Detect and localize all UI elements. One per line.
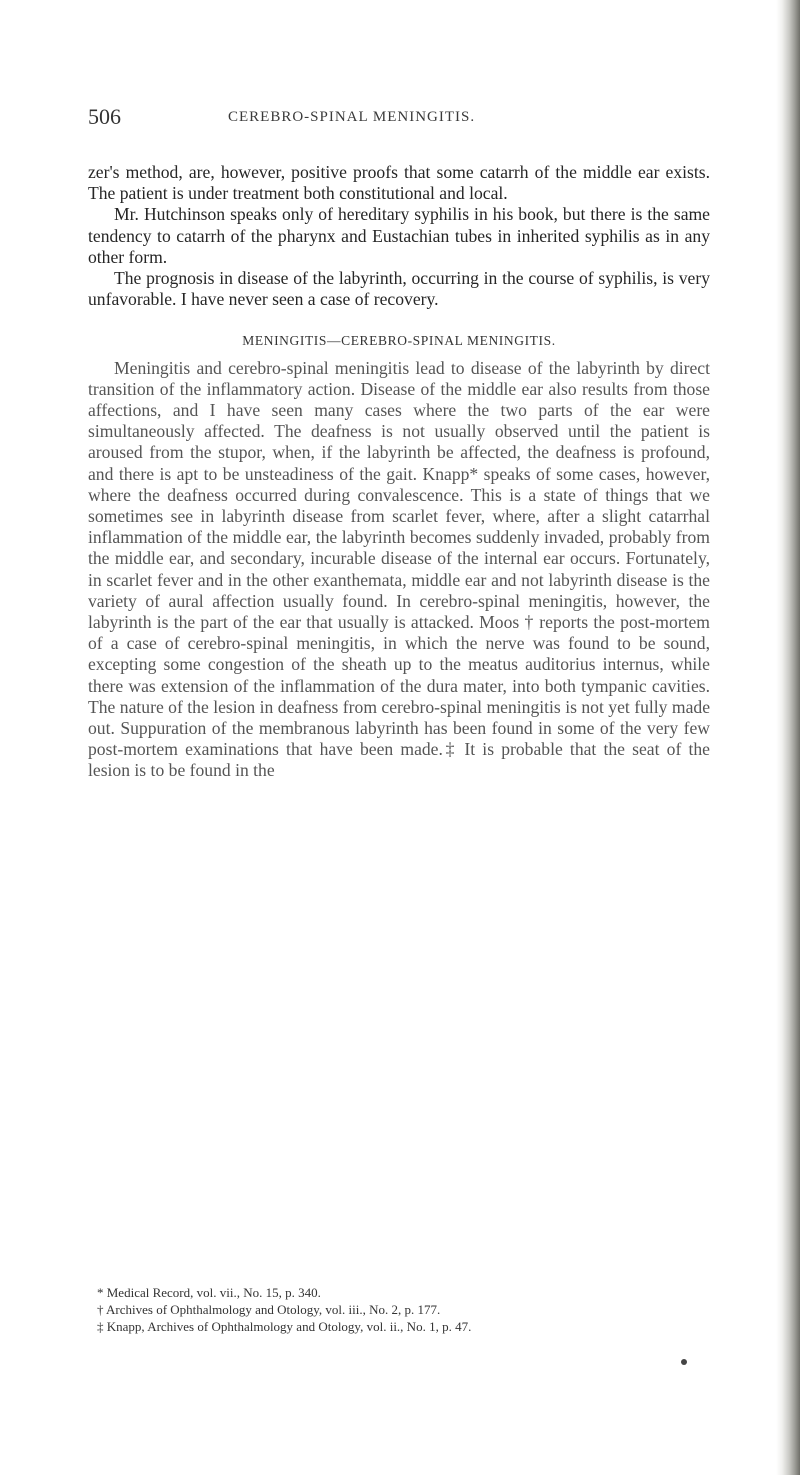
footnote-1: * Medical Record, vol. vii., No. 15, p. 340. <box>97 1285 321 1300</box>
page-number: 506 <box>88 104 121 129</box>
paragraph-1: zer's method, are, however, positive proofs that some catarrh of the middle ear exists. The patient is under treatment both constitutional and local. <box>88 162 710 204</box>
paragraph-2: Mr. Hutchinson speaks only of hereditary syphilis in his book, but there is the same tendency to catarrh of the pharynx and Eustachian tubes in inherited syphilis as in any other form. <box>88 204 710 267</box>
page-header <box>88 104 728 134</box>
running-head: CEREBRO-SPINAL MENINGITIS. <box>228 109 476 125</box>
paragraph-4: Meningitis and cerebro-spinal meningitis lead to disease of the labyrinth by direct transition of the inflammatory action. Disease of the middle ear also results from those affections, and I have seen many cases where the two parts of the ear were simultaneously affected. The deafness is not usually observed until the patient is aroused from the stupor, when, if the labyrinth be affected, the deafness is profound, and there is apt to be unsteadiness of the gait. Knapp* speaks of some cases, however, where the deafness occurred during convalescence. This is a state of things that we sometimes see in labyrinth disease from scarlet fever, where, after a slight catarrhal inflammation of the middle ear, the labyrinth becomes suddenly invaded, probably from the middle ear, and secondary, incurable disease of the internal ear occurs. Fortunately, in scarlet fever and in the other exanthemata, middle ear and not labyrinth disease is the variety of aural affection usually found. In cerebro-spinal meningitis, however, the labyrinth is the part of the ear that usually is attacked. Moos † reports the post-mortem of a case of cerebro-spinal meningitis, in which the nerve was found to be sound, excepting some congestion of the sheath up to the meatus auditorius internus, while there was extension of the inflammation of the dura mater, into both tympanic cavities. The nature of the lesion in deafness from cerebro-spinal meningitis is not yet fully made out. Suppuration of the membranous labyrinth has been found in some of the very few post-mortem examinations that have been made.‡ It is probable that the seat of the lesion is to be found in the <box>88 357 710 781</box>
ink-blot <box>681 1359 687 1365</box>
paragraph-3: The prognosis in disease of the labyrinth, occurring in the course of syphilis, is very unfavorable. I have never seen a case of recovery. <box>88 268 710 310</box>
footnotes <box>97 1284 707 1335</box>
section-heading: MENINGITIS—CEREBRO-SPINAL MENINGITIS. <box>242 333 556 349</box>
page-edge-shadow <box>776 0 800 1475</box>
body-text <box>88 162 710 782</box>
footnote-3: ‡ Knapp, Archives of Ophthalmology and Otology, vol. ii., No. 1, p. 47. <box>97 1319 472 1334</box>
footnote-2: † Archives of Ophthalmology and Otology, vol. iii., No. 2, p. 177. <box>97 1302 441 1317</box>
